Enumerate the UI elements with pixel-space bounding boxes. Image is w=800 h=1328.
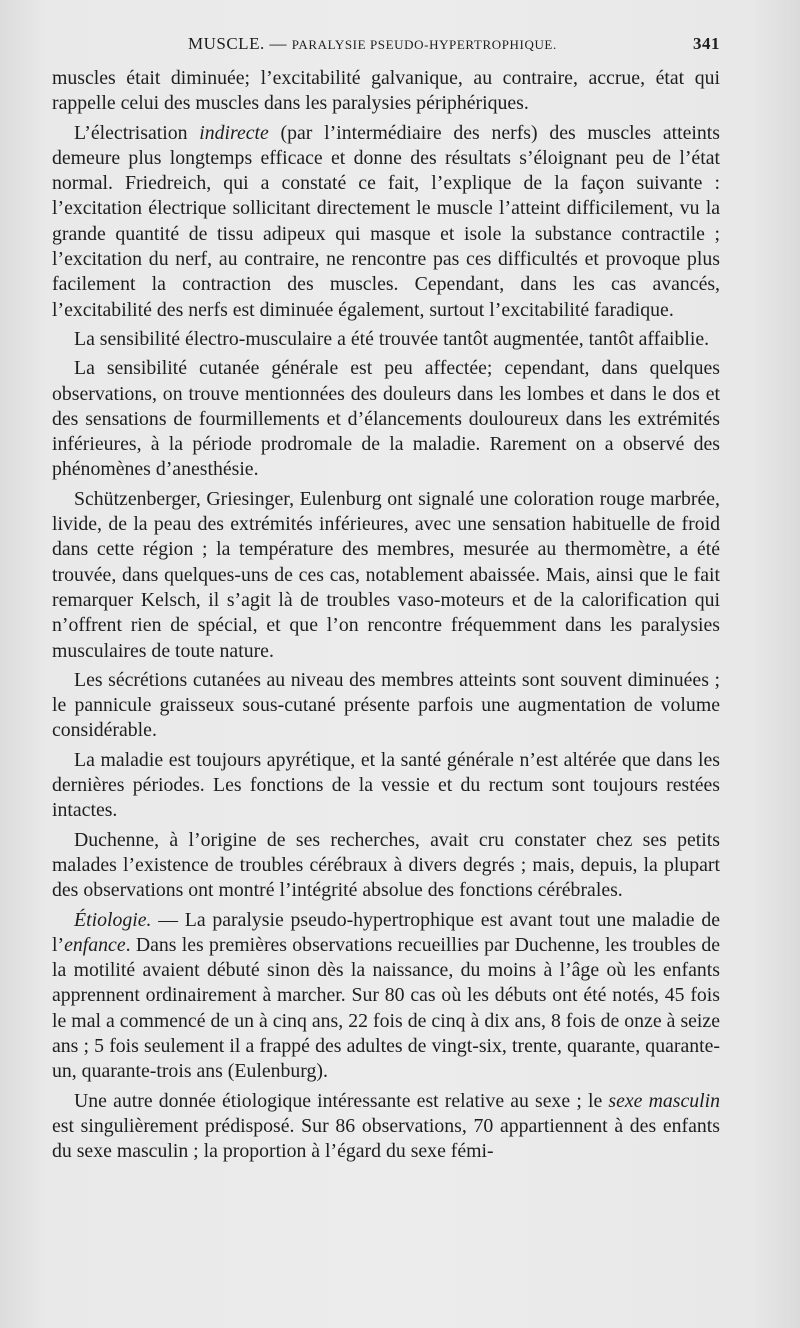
body-text bbox=[52, 66, 720, 1168]
paragraph: L’électrisation indirecte (par l’intermédiaire des nerfs) des muscles atteints demeure plus longtemps efficace et donne des résultats s’éloignant peu de l’état normal. Friedreich, qui a constaté ce fait, l’explique de la façon suivante : l’excitation électrique sollicitant directement le muscle l’atteint difficilement, vu la grande quantité de tissu adipeux qui masque et isole la substance contractile ; l’excitation du nerf, au contraire, ne rencontre pas ces difficultés et provoque plus facilement la contraction des muscles. Cependant, dans les cas avancés, l’excitabilité des nerfs est diminuée également, surtout l’excitabilité faradique. bbox=[52, 121, 720, 321]
emphasis-indirecte: indirecte bbox=[199, 121, 269, 144]
paragraph: Schützenberger, Griesinger, Eulenburg ont signalé une coloration rouge marbrée, livide, de la peau des extrémités inférieures, avec une sensation habituelle de froid dans cette région ; la température des membres, mesurée au thermomètre, a été trouvée, dans quelques-uns de ces cas, notablement abaissée. Mais, ainsi que le fait remarquer Kelsch, il s’agit là de troubles vaso-moteurs et de la calorification qui n’offrent rien de spécial, et que l’on rencontre fréquemment dans les paralysies musculaires de toute nature. bbox=[52, 487, 720, 662]
paragraph: muscles était diminuée; l’excitabilité galvanique, au contraire, accrue, état qui rappelle celui des muscles dans les paralysies périphériques. bbox=[52, 67, 720, 115]
page-number: 341 bbox=[693, 34, 720, 53]
emphasis-enfance: enfance bbox=[64, 933, 126, 956]
paragraph: Les sécrétions cutanées au niveau des membres atteints sont souvent diminuées ; le pannicule graisseux sous-cutané présente parfois une augmentation de volume considérable. bbox=[52, 668, 720, 742]
paragraph: Une autre donnée étiologique intéressante est relative au sexe ; le sexe masculin est singulièrement prédisposé. Sur 86 observations, 70 appartiennent à des enfants du sexe masculin ; la proportion à l’égard du sexe fémi- bbox=[52, 1089, 720, 1163]
paragraph: La sensibilité électro-musculaire a été trouvée tantôt augmentée, tantôt affaiblie. bbox=[74, 327, 710, 350]
page-header bbox=[52, 34, 720, 58]
section-heading-etiologie: Étiologie. bbox=[74, 908, 152, 931]
running-head bbox=[188, 34, 557, 54]
paragraph-etiologie: Étiologie. — La paralysie pseudo-hypertrophique est avant tout une maladie de l’enfance. Dans les premières observations recueillies par Duchenne, les troubles de la motilité avaient débuté sinon dès la naissance, du moins à l’âge où les enfants apprennent ordinairement à marcher. Sur 80 cas où les débuts ont été notés, 45 fois le mal a commencé de un à cinq ans, 22 fois de cinq à dix ans, 8 fois de onze à seize ans ; 5 fois seulement il a frappé des adultes de vingt-six, trente, quarante, quarante-un, quarante-trois ans (Eulenburg). bbox=[52, 908, 720, 1083]
emphasis-sexe-masculin: sexe masculin bbox=[608, 1089, 720, 1112]
paragraph: Duchenne, à l’origine de ses recherches, avait cru constater chez ses petits malades l’existence de troubles cérébraux à divers degrés ; mais, depuis, la plupart des observations ont montré l’intégrité absolue des fonctions cérébrales. bbox=[52, 828, 720, 902]
paragraph: La maladie est toujours apyrétique, et la santé générale n’est altérée que dans les dernières périodes. Les fonctions de la vessie et du rectum sont toujours restées intactes. bbox=[52, 748, 720, 822]
paragraph: La sensibilité cutanée générale est peu affectée; cependant, dans quelques observations, on trouve mentionnées des douleurs dans les lombes et dans le dos et des sensations de fourmillements et d’élancements douloureux dans les extrémités inférieures, à la période prodromale de la maladie. Rarement on a observé des phénomènes d’anesthésie. bbox=[52, 357, 720, 481]
running-head-subtitle: PARALYSIE PSEUDO-HYPERTROPHIQUE. bbox=[291, 37, 557, 52]
running-head-dash: — bbox=[269, 34, 287, 53]
running-head-title: MUSCLE. bbox=[188, 34, 265, 53]
